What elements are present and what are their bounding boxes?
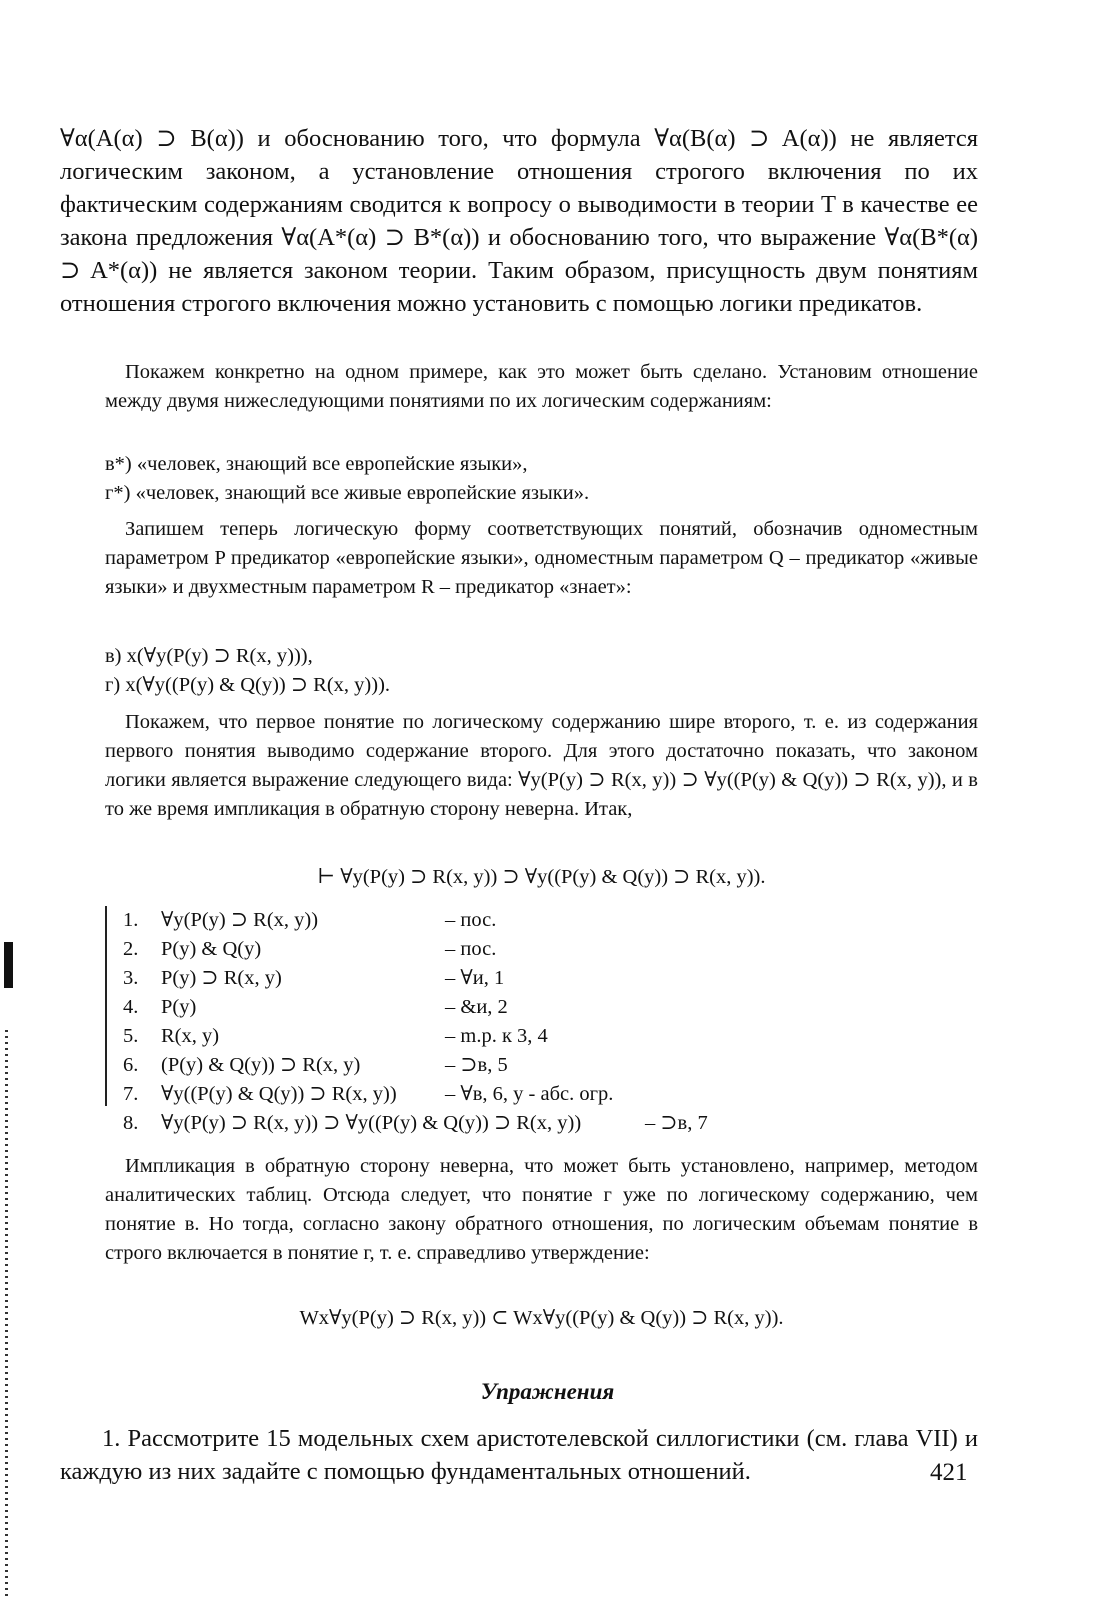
step-number: 6.: [123, 1054, 139, 1076]
step-formula: (P(y) & Q(y)) ⊃ R(x, y): [161, 1054, 361, 1076]
step-justification: – m.p. к 3, 4: [445, 1025, 548, 1047]
theorem-statement: ⊢ ∀y(P(y) ⊃ R(x, y)) ⊃ ∀y((P(y) & Q(y)) ⊃ R(x, y)).: [317, 866, 766, 888]
exercise-1: 1. Рассмотрите 15 модельных схем аристотелевской силлогистики (см. глава VII) и каждую из них задайте с помощью фундаментальных отношений.: [60, 1425, 978, 1485]
derivation-step: [105, 1109, 805, 1138]
concept-v: в*) «человек, знающий все европейские языки»,: [105, 453, 528, 475]
paragraph-3: Запишем теперь логическую форму соответствующих понятий, обозначив одноместным параметром P предикатор «европейские языки», одноместным параметром Q – предикатор «живые языки» и двухместным параметром R – предикатор «знает»:: [105, 518, 978, 598]
step-justification: – ⊃в, 7: [645, 1112, 708, 1134]
derivation-step: [105, 1051, 805, 1080]
paragraph-1: ∀α(A(α) ⊃ B(α)) и обоснованию того, что формула ∀α(B(α) ⊃ A(α)) не является логическим законом, а установление отношения строгого включения по их фактическим содержаниям сводится к вопросу о выводимости в теории T в качестве ее закона предложения ∀α(A*(α) ⊃ B*(α)) и обоснованию того, что выражение ∀α(B*(α) ⊃ A*(α)) не является законом теории. Таким образом, присущность двум понятиям отношения строгого включения можно установить с помощью логики предикатов.: [60, 125, 978, 317]
inclusion-statement: Wx∀y(P(y) ⊃ R(x, y)) ⊂ Wx∀y((P(y) & Q(y)) ⊃ R(x, y)).: [299, 1307, 784, 1329]
step-number: 5.: [123, 1025, 139, 1047]
derivation-step: [105, 1022, 805, 1051]
step-justification: – ⊃в, 5: [445, 1054, 508, 1076]
derivation-step: [105, 935, 805, 964]
step-formula: ∀y(P(y) ⊃ R(x, y)) ⊃ ∀y((P(y) & Q(y)) ⊃ R(x, y)): [161, 1112, 582, 1134]
exercises-heading: Упражнения: [480, 1379, 615, 1404]
step-justification: – пос.: [445, 909, 497, 931]
paragraph-2: Покажем конкретно на одном примере, как это может быть сделано. Установим отношение между двумя нижеследующими понятиями по их логическим содержаниям:: [105, 361, 978, 412]
step-justification: – &и, 2: [445, 996, 508, 1018]
step-formula: P(y) ⊃ R(x, y): [161, 967, 282, 989]
derivation-step: [105, 1080, 805, 1109]
formula-v: в) x(∀y(P(y) ⊃ R(x, y))),: [105, 645, 313, 667]
step-justification: – ∀в, 6, y - абс. огр.: [445, 1083, 614, 1105]
step-number: 1.: [123, 909, 139, 931]
step-number: 7.: [123, 1083, 139, 1105]
derivation-step: [105, 906, 805, 935]
step-number: 3.: [123, 967, 139, 989]
step-formula: ∀y(P(y) ⊃ R(x, y)): [161, 909, 319, 931]
scan-margin-mark: [4, 942, 13, 988]
step-formula: P(y): [161, 996, 197, 1018]
step-justification: – ∀и, 1: [445, 967, 505, 989]
derivation-step: [105, 964, 805, 993]
step-formula: ∀y((P(y) & Q(y)) ⊃ R(x, y)): [161, 1083, 397, 1105]
concept-g: г*) «человек, знающий все живые европейские языки».: [105, 482, 590, 504]
page-number: 421: [930, 1459, 968, 1486]
step-number: 4.: [123, 996, 139, 1018]
step-justification: – пос.: [445, 938, 497, 960]
scan-edge-line: [5, 1030, 8, 1600]
paragraph-4: Покажем, что первое понятие по логическому содержанию шире второго, т. е. из содержания первого понятия выводимо содержание второго. Для этого достаточно показать, что законом логики является выражение следующего вида: ∀y(P(y) ⊃ R(x, y)) ⊃ ∀y((P(y) & Q(y)) ⊃ R(x, y)), и в то же время импликация в обратную сторону неверна. Итак,: [105, 711, 978, 820]
derivation-table: [105, 906, 805, 1138]
formula-g: г) x(∀y((P(y) & Q(y)) ⊃ R(x, y))).: [105, 674, 391, 696]
paragraph-5: Импликация в обратную сторону неверна, что может быть установлено, например, методом аналитических таблиц. Отсюда следует, что понятие г уже по логическому содержанию, чем понятие в. Но тогда, согласно закону обратного отношения, по логическим объемам понятие в строго включается в понятие г, т. е. справедливо утверждение:: [105, 1155, 978, 1264]
step-number: 2.: [123, 938, 139, 960]
step-formula: R(x, y): [161, 1025, 220, 1047]
step-formula: P(y) & Q(y): [161, 938, 262, 960]
step-number: 8.: [123, 1112, 139, 1134]
derivation-step: [105, 993, 805, 1022]
